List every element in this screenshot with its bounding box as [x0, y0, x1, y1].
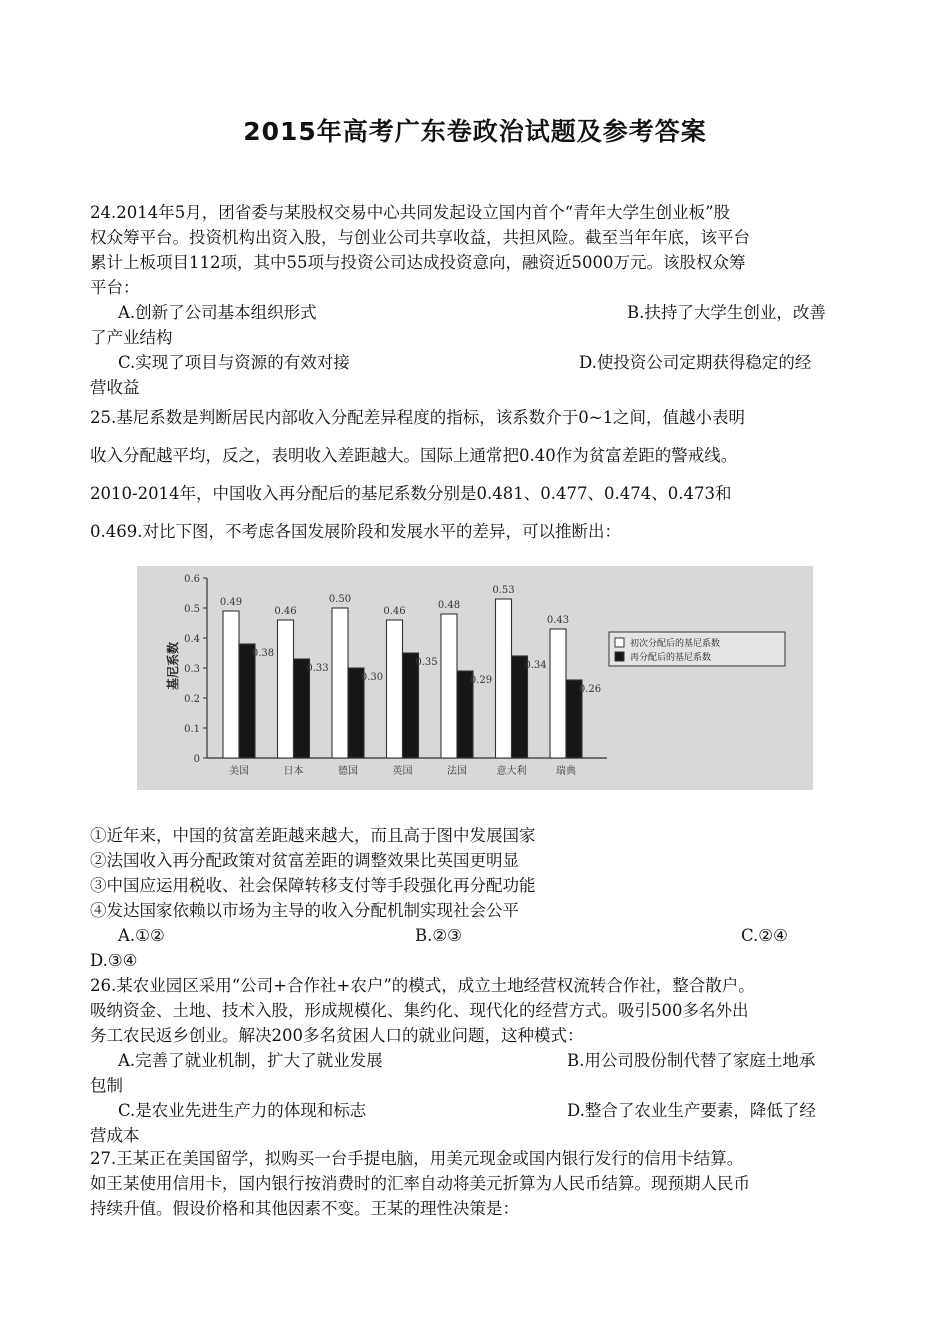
question-25-stem [90, 399, 860, 551]
q25-stem-line: 收入分配越平均，反之，表明收入差距越大。国际上通常把0.40作为贫富差距的警戒线。 [90, 446, 738, 465]
y-tick-label: 0.1 [184, 724, 200, 735]
x-category-label: 法国 [447, 766, 467, 777]
q25-statement: ②法国收入再分配政策对贫富差距的调整效果比英国更明显 [90, 851, 519, 870]
q26-option-b: B.用公司股份制代替了家庭土地承 [567, 1051, 816, 1070]
q24-stem-line: 平台： [90, 278, 140, 297]
q26-option-c: C.是农业先进生产力的体现和标志 [118, 1101, 367, 1120]
q24-option-b: B.扶持了大学生创业，改善 [627, 303, 826, 322]
question-27 [90, 1146, 860, 1221]
bar-value-label: 0.53 [492, 585, 515, 596]
y-tick-label: 0.6 [184, 574, 200, 585]
bar-value-label: 0.46 [274, 606, 297, 617]
y-tick-label: 0 [193, 754, 200, 765]
q25-statement: ③中国应运用税收、社会保障转移支付等手段强化再分配功能 [90, 876, 536, 895]
bar-primary [223, 611, 239, 758]
y-tick-label: 0.4 [184, 634, 200, 645]
q25-stem-line: 0.469.对比下图，不考虑各国发展阶段和发展水平的差异，可以推断出： [90, 522, 621, 541]
q25-statement: ①近年来，中国的贫富差距越来越大，而且高于图中发展国家 [90, 826, 536, 845]
bar-secondary [403, 653, 419, 758]
bar-primary [441, 614, 457, 758]
q27-stem-line: 持续升值。假设价格和其他因素不变。王某的理性决策是： [90, 1199, 519, 1218]
bar-value-label: 0.35 [415, 657, 438, 668]
q27-stem-line: 如王某使用信用卡，国内银行按消费时的汇率自动将美元折算为人民币结算。现预期人民币 [90, 1174, 750, 1193]
q24-stem-line: 权众筹平台。投资机构出资入股，与创业公司共享收益，共担风险。截至当年年底，该平台 [90, 228, 750, 247]
question-24 [90, 200, 860, 400]
bar-value-label: 0.43 [546, 615, 570, 626]
legend-swatch [615, 638, 624, 647]
bar-primary [550, 629, 566, 758]
bar-secondary [239, 644, 255, 758]
bar-value-label: 0.29 [469, 675, 493, 686]
x-category-label: 日本 [283, 766, 304, 777]
bar-value-label: 0.34 [524, 660, 547, 671]
x-category-label: 意大利 [496, 766, 527, 777]
q24-option-a: A.创新了公司基本组织形式 [118, 303, 317, 322]
x-category-label: 德国 [338, 766, 358, 777]
q24-option-d: D.使投资公司定期获得稳定的经 [579, 353, 812, 372]
q26-option-d: D.整合了农业生产要素，降低了经 [567, 1101, 816, 1120]
bar-value-label: 0.26 [578, 684, 602, 695]
gini-chart-figure [137, 566, 813, 790]
q25-option-b: B.②③ [415, 926, 462, 945]
bar-value-label: 0.50 [328, 594, 352, 605]
question-25-body [90, 823, 860, 973]
bar-value-label: 0.48 [437, 600, 461, 611]
gini-bar-chart [137, 566, 813, 790]
q24-stem-line: 累计上板项目112项，其中55项与投资公司达成投资意向，融资近5000万元。该股权众筹 [90, 253, 746, 272]
q26-stem-line: 务工农民返乡创业。解决200多名贫困人口的就业问题，这种模式： [90, 1026, 584, 1045]
legend-entry: 初次分配后的基尼系数 [630, 639, 721, 649]
bar-value-label: 0.38 [251, 648, 275, 659]
q24-option-c: C.实现了项目与资源的有效对接 [118, 353, 350, 372]
bar-primary [387, 620, 403, 758]
bar-value-label: 0.46 [383, 606, 406, 617]
q25-stem-line: 2010-2014年，中国收入再分配后的基尼系数分别是0.481、0.477、0.474、0.473和 [90, 484, 732, 503]
q24-stem-line: 24.2014年5月，团省委与某股权交易中心共同发起设立国内首个“青年大学生创业板”股 [90, 203, 731, 222]
bar-primary [496, 599, 512, 758]
q25-statement: ④发达国家依赖以市场为主导的收入分配机制实现社会公平 [90, 901, 519, 920]
legend-swatch [615, 652, 624, 661]
bar-primary [332, 608, 348, 758]
y-tick-label: 0.2 [184, 694, 200, 705]
x-category-label: 瑞典 [556, 766, 576, 777]
q26-stem-line: 26.某农业园区采用“公司+合作社+农户”的模式，成立土地经营权流转合作社，整合散户。 [90, 976, 755, 995]
q25-stem-line: 25.基尼系数是判断居民内部收入分配差异程度的指标，该系数介于0~1之间，值越小表明 [90, 408, 746, 427]
legend-entry: 再分配后的基尼系数 [630, 653, 712, 663]
bar-secondary [512, 656, 528, 758]
question-26 [90, 973, 860, 1148]
bar-value-label: 0.33 [306, 663, 329, 674]
q26-option-b-wrap: 包制 [90, 1076, 123, 1095]
bar-value-label: 0.30 [360, 672, 384, 683]
bar-primary [278, 620, 294, 758]
q26-option-a: A.完善了就业机制，扩大了就业发展 [118, 1051, 383, 1070]
y-tick-label: 0.3 [184, 664, 200, 675]
bar-value-label: 0.49 [219, 597, 243, 608]
q25-option-d: D.③④ [90, 951, 138, 970]
q25-option-c: C.②④ [741, 926, 788, 945]
y-tick-label: 0.5 [184, 604, 200, 615]
q26-stem-line: 吸纳资金、土地、技术入股，形成规模化、集约化、现代化的经营方式。吸引500多名外出 [90, 1001, 749, 1020]
x-category-label: 美国 [229, 766, 249, 777]
q24-option-b-wrap: 了产业结构 [90, 328, 173, 347]
q25-option-a: A.①② [118, 926, 165, 945]
page-title: 2015年高考广东卷政治试题及参考答案 [243, 117, 707, 146]
q24-option-d-wrap: 营收益 [90, 378, 140, 397]
q27-stem-line: 27.王某正在美国留学，拟购买一台手提电脑，用美元现金或国内银行发行的信用卡结算。 [90, 1149, 744, 1168]
x-category-label: 英国 [392, 766, 413, 777]
y-axis-label: 基尼系数 [166, 641, 180, 691]
q26-option-d-wrap: 营成本 [90, 1126, 140, 1145]
